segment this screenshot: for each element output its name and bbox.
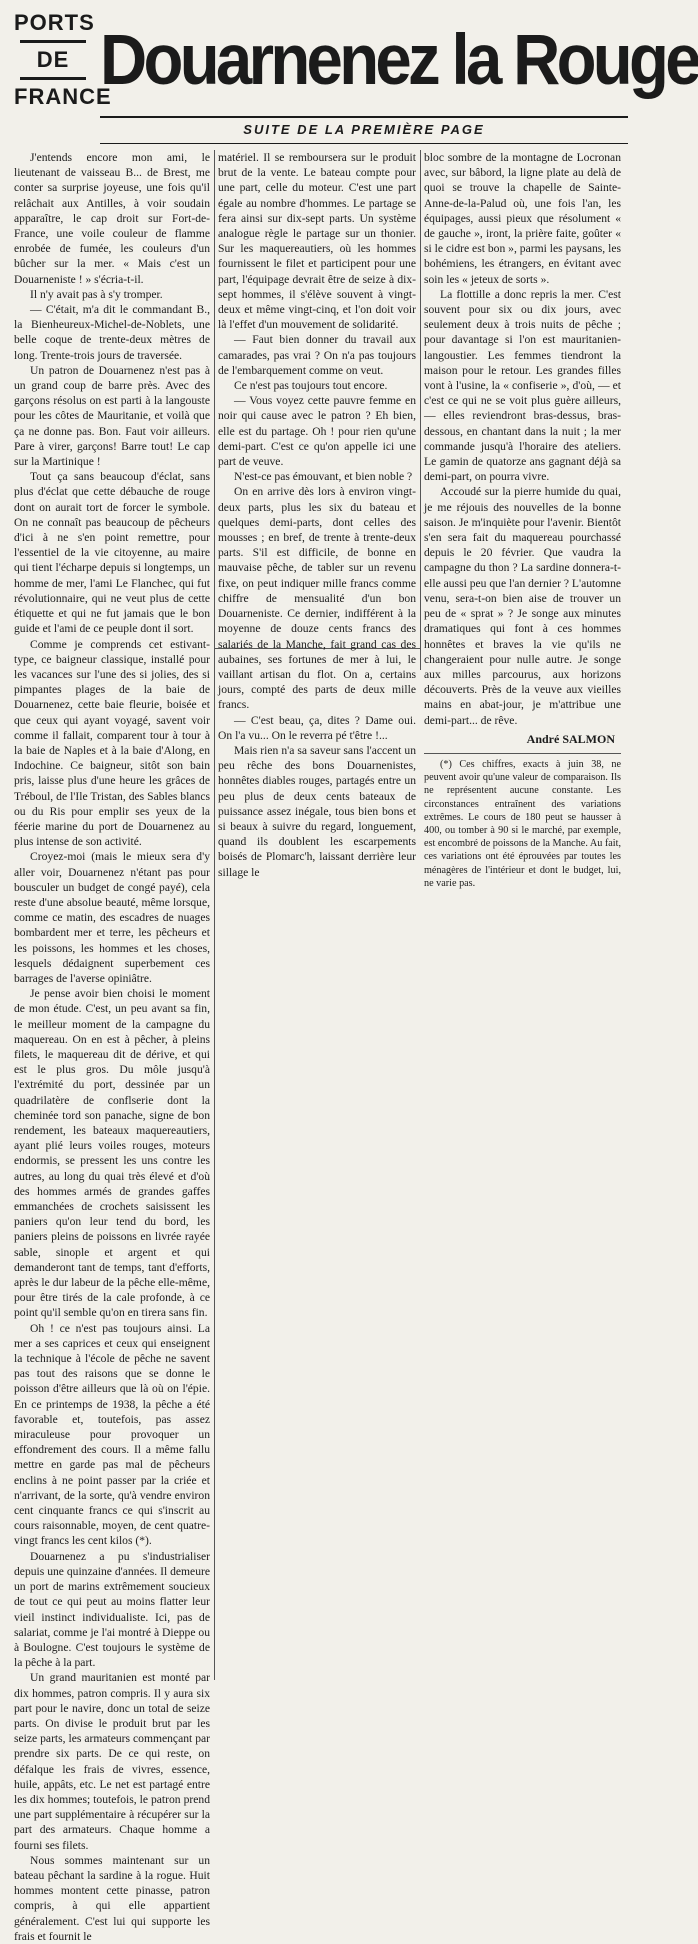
paragraph: J'entends encore mon ami, le lieutenant de vaisseau B... de Brest, me conter sa surprise joyeuse, une fois qu'il relâchait aux Antilles, à voir soudain apparaître, le cap droit sur Fort-de-France, une voile couleur de flamme enrobée de fumée, les couleurs d'un bûcher sur la mer. « Mais c'est un Douarneniste ! » s'écria-t-il.: [14, 151, 210, 286]
paragraph: Ce n'est pas toujours tout encore.: [234, 379, 388, 393]
paragraph: Tout ça sans beaucoup d'éclat, sans plus d'éclat que cette débauche de rouge dont on aurait tort de forcer le symbole. On ne connaît pas beaucoup de pêcheurs d'ici à ne s'en point remettre, pour l'essentiel de la vie citoyenne, au maire qui tient l'écharpe depuis si longtemps, un homme de mer, l'ami Le Flanchec, qui fut révolutionnaire, qui ne veut plus de cette étiquette et qui ne fut jamais que le bon guide et l'ami de ce peuple dont il sort.: [14, 470, 210, 636]
paragraph: On en arrive dès lors à environ vingt-deux parts, plus les six du bateau et quelques demi-parts, dont celles des mousses ; en bref, de trente à trente-deux parts. S'il est difficile, de bonne en mauvaise pêche, de tabler sur un revenu fixe, on peut indiquer mille francs comme chiffre de mensualité d'un bon Douarneniste. Ce dernier, indifférent à la moyenne de douze cents francs des salariés de la Manche, fait grand cas des aubaines, ses fortunes de mer à lui, le vaillant artisan du flot. On a, certains jours, compté des parts de deux mille francs.: [218, 485, 416, 712]
paragraph: — C'était, m'a dit le commandant B., la Bienheureux-Michel-de-Noblets, une belle coque de trente-deux mètres de long. Trente-trois jours de traversée.: [14, 303, 210, 362]
rubric-line-2: DE: [36, 47, 70, 72]
headline-rule: [100, 116, 628, 118]
footnote: (*) Ces chiffres, exacts à juin 38, ne peuvent avoir qu'une valeur de comparaison. Ils ne représentent aucune constante. Les circonstances entraînent des variations extrêmes. Le cours de 180 peut se hausser à 400, ou tomber à 90 si le marché, par exemple, est encombré de poissons de la Manche. Au fait, ces variations ont été éprouvées par toutes les ménagères de l'intérieur et dont le budget, lui, ne varie pas.: [424, 758, 621, 889]
footnote-rule: [424, 753, 621, 754]
paragraph: Un grand mauritanien est monté par dix hommes, patron compris. Il y aura six part pour le navire, donc un total de seize parts. On divise le produit brut par les seize parts, les armateurs commençant par prendre six parts. De ce qui reste, on défalque les frais de vivres, essence, huile, appâts, etc. Le net est partagé entre les dix hommes; toutefois, le patron prend une part supplémentaire à récupérer sur la part des armateurs. Chaque homme a fourni ses filets.: [14, 1671, 210, 1852]
paragraph: Accoudé sur la pierre humide du quai, je me réjouis des nouvelles de la bonne saison. Je m'inquiète pour l'avenir. Bientôt s'en sera fait du maquereau pourchassé depuis le 20 février. Que vaudra la campagne du thon ? La sardine donnera-t-elle aussi peu que l'an dernier ? L'automne venu, sera-t-on bien aise de trouver un peu de « sprat » ? Je songe aux minutes dramatiques qui font à ces hommes honnêtes et braves la vie qu'ils ne changeraient pour nulle autre. Je songe aux milles parcourus, aux horizons découverts. Près de la veuve aux vieilles mains en abat-jour, je m'attribue une demi-part... de rêve.: [424, 485, 622, 727]
article-column-3: [424, 150, 622, 889]
paragraph: Un patron de Douarnenez n'est pas à un grand coup de barre près. Avec des garçons résolus on est parti à la langouste pour les côtes de Mauritanie, et voilà que ça ne donne pas. Bon. Faut voir ailleurs. Pare à virer, garçons! Barre tout! Le cap sur la Martinique !: [14, 363, 210, 469]
paragraph: Mais rien n'a sa saveur sans l'accent un peu rêche des bons Douarnenistes, honnêtes diables rouges, partagés entre un peu plus de deux cents bateaux de puissance assez inégale, tous bien bons et si beaux à suivre du regard, longuement, quand ils doublent les escarpements boisés de Plomarc'h, laissant derrière leur sillage le: [218, 743, 416, 879]
paragraph: Croyez-moi (mais le mieux sera d'y aller voir, Douarnenez n'étant pas pour bousculer un budget de congé payé), cela reste d'une absolue beauté, même lorsque, comme ce matin, des escadres de nuages bombardent mer et terre, les pêcheurs et les poissons, les hommes et les choses, lesquels dédaignent superbement ces barrages de l'averse opiniâtre.: [14, 850, 210, 985]
article-column-1: [14, 150, 210, 1943]
section-rubric: [14, 6, 112, 114]
column-divider: [420, 150, 421, 670]
article-subhead: SUITE DE LA PREMIÈRE PAGE: [243, 122, 485, 137]
paragraph: Comme je comprends cet estivant-type, ce baigneur classique, installé pour les vacances sur l'une des si jolies, des si pimpantes plages de la baie de Douarnenez, cette baie fleurie, boisée et que ceux qui ayant voyagé, savent voir comme il fallait, comparent tour à tour à la baie de Naples et à la baie d'Along, en Indochine. Ce baigneur, sitôt son bain pris, laisse plus d'une heure les grâces de Tréboul, de l'Ile Tristan, des Sables blancs ou du Ris pour emplir ses yeux de la féerie marine du port de Douarnenez au plus intense de son activité.: [14, 637, 210, 849]
paragraph: matériel. Il se remboursera sur le produit brut de la vente. Le bateau compte pour une part, celle du moteur. C'est une part égale au nombre d'hommes. Le partage se fera ainsi sur dix-sept parts. Un système analogue règle le partage sur un thonier. Sur les maquereautiers, où les hommes fournissent le filet et participent pour une part, l'équipage devrait être de seize à dix-sept hommes, il s'élève souvent à vingt-deux et même vingt-cinq, et l'on doit voir là l'effet d'un mouvement de solidarité.: [218, 151, 416, 332]
article-column-2: [218, 150, 416, 879]
paragraph: Oh ! ce n'est pas toujours ainsi. La mer a ses caprices et ceux qui enseignent la technique à l'école de pêche ne savent pas tout des raisons que se donne le poisson d'être ailleurs que là où on l'épie. En ce printemps de 1938, la pêche a été favorable et, toutefois, pas assez miraculeuse pour provoquer un effondrement des cours. Il a même fallu mettre en garde pas mal de pêcheurs enclins à ne point passer par la criée et n'arrivant, de la sorte, qu'à vendre environ cent cinquante francs ce qui s'inscrit au cours raisonnable, moyen, de cent quatre-vingt francs les cent kilos (*).: [14, 1321, 210, 1548]
paragraph: — C'est beau, ça, dites ? Dame oui. On l'a vu... On le reverra pé t'être !...: [218, 713, 416, 742]
paragraph: Douarnenez a pu s'industrialiser depuis une quinzaine d'années. Il demeure un port de marins extrêmement soucieux de tout ce qui peut au moins flatter leur vieil instinct individualiste. Ici, pas de salariat, comme je l'ai montré à Dieppe ou à Boulogne. C'est toujours le système de la pêche à la part.: [14, 1549, 210, 1670]
column-divider: [214, 150, 215, 1680]
paragraph: — Vous voyez cette pauvre femme en noir qui cause avec le patron ? Eh bien, elle est du partage. Oh ! pour rien qu'une demi-part. C'est ce qu'on appelle ici une part de veuve.: [218, 394, 416, 469]
paragraph: bloc sombre de la montagne de Locronan avec, sur bâbord, la ligne plate au delà de quoi se trouve la chapelle de Sainte-Anne-de-la-Palud où, une fois l'an, les équipages, aussi pieux que résolument « de gauche », iront, la prière faite, goûter « si le cidre est bon », parmi les paysans, les bohémiens, les étrangers, en évitant avec soin les « jeteux de sorts ».: [424, 151, 621, 286]
paragraph: N'est-ce pas émouvant, et bien noble ?: [234, 470, 413, 484]
author-signature: André SALMON: [526, 731, 615, 746]
article-headline: Douarnenez la Rouge: [100, 21, 698, 100]
paragraph: La flottille a donc repris la mer. C'est souvent pour six ou dix jours, avec seulement deux à trois nuits de pêche ; pour davantage si l'on est mauritanien-langoustier. Les femmes tiendront la maison pour le retour. Les grandes filles vont à l'usine, la « confiserie », d'où, — et c'est ce qui ne se voit plus guère ailleurs, — elles reviendront bras-dessus, bras-dessous, en chantant dans la nuit ; la mer commande jusqu'à l'horaire des ateliers. Le gamin de quatorze ans gagnant déjà sa demi-part, on pourra vivre.: [424, 287, 621, 484]
paragraph: Il n'y avait pas à s'y tromper.: [30, 287, 163, 301]
rubric-line-1: PORTS: [14, 10, 95, 35]
subhead-rule: [100, 143, 628, 144]
paragraph: — Faut bien donner du travail aux camarades, pas vrai ? On n'a pas toujours de l'embarquement comme on veut.: [218, 333, 416, 377]
paragraph: Je pense avoir bien choisi le moment de mon étude. C'est, un peu avant sa fin, le meilleur moment de la campagne du maquereau. On en est à pêcher, à pleins filets, le maquereau dit de dérive, et qui est le plus gros. Du môle jusqu'à l'extrémité du port, dessinée par un quadrilatère de conflserie dont la cheminée tord son panache, signe de bon rendement, les bateaux maquereautiers, ayant plié leurs voiles rouges, moteurs endormis, se pressent les uns contre les autres, au long du quai très élevé et d'où des hommes armés de grandes gaffes emmanchées de crochets saisissent les paniers qu'on leur tend du bord, les paniers pleins de poissons en livrée rayée sable, sinople et argent et qui demanderont tant de temps, tant d'efforts, après le dur labeur de la pêche elle-même, pour être tirés de la cale profonde, à ce point qu'il semble qu'on en tirera sans fin.: [14, 987, 210, 1320]
paragraph: Nous sommes maintenant sur un bateau pêchant la sardine à la rogue. Huit hommes montent cette pinasse, patron compris, à qui elle appartient généralement. C'est lui qui supporte les frais et fournit le: [14, 1853, 210, 1943]
rubric-line-3: FRANCE: [14, 84, 112, 109]
